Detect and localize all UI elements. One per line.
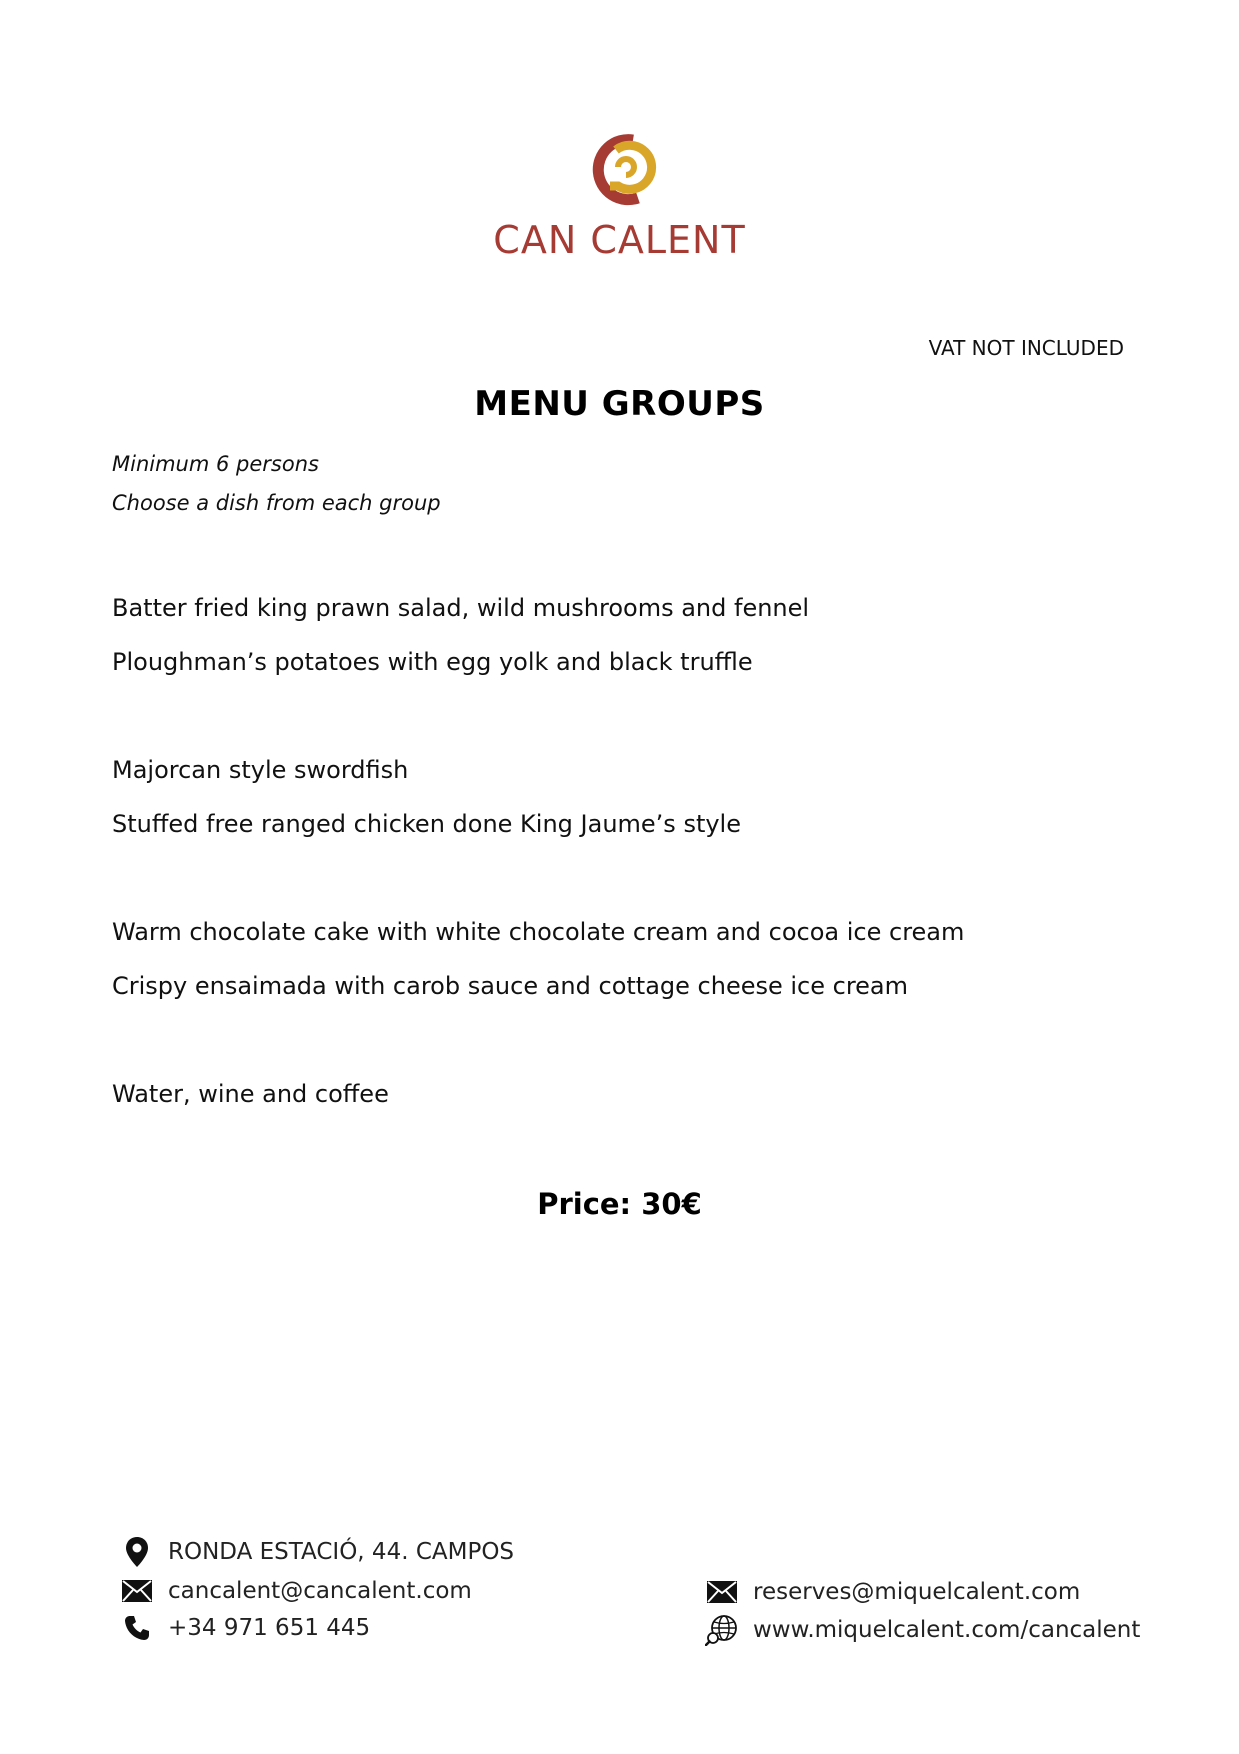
dish-item: Batter fried king prawn salad, wild mushrooms and fennel — [112, 594, 810, 622]
dish-item: Warm chocolate cake with white chocolate cream and cocoa ice cream — [112, 918, 965, 946]
footer-email[interactable] — [120, 1575, 472, 1607]
minimum-persons-note: Minimum 6 persons — [112, 452, 319, 476]
envelope-icon — [705, 1576, 739, 1608]
menu-title: MENU GROUPS — [474, 384, 765, 424]
dish-item: Crispy ensaimada with carob sauce and cottage cheese ice cream — [112, 972, 909, 1000]
globe-icon — [705, 1614, 739, 1646]
envelope-icon — [120, 1575, 154, 1607]
vat-note: VAT NOT INCLUDED — [928, 336, 1124, 360]
logo — [0, 120, 1239, 262]
phone-text[interactable]: +34 971 651 445 — [168, 1615, 371, 1641]
choose-dish-note: Choose a dish from each group — [112, 491, 441, 515]
phone-icon — [120, 1612, 154, 1644]
footer-address — [120, 1536, 514, 1568]
address-text: RONDA ESTACIÓ, 44. CAMPOS — [168, 1539, 515, 1565]
menu-price: Price: 30€ — [537, 1187, 702, 1221]
footer-website[interactable] — [705, 1614, 1140, 1646]
dish-item: Water, wine and coffee — [112, 1080, 389, 1108]
can-calent-logo-mark-icon — [578, 120, 662, 212]
logo-brand-name: CAN CALENT — [493, 218, 746, 262]
dish-item: Stuffed free ranged chicken done King Jaume’s style — [112, 810, 741, 838]
reservations-email-text[interactable]: reserves@miquelcalent.com — [753, 1579, 1081, 1605]
footer-reservations-email[interactable] — [705, 1576, 1080, 1608]
email-text[interactable]: cancalent@cancalent.com — [168, 1578, 472, 1604]
dish-item: Majorcan style swordfish — [112, 756, 409, 784]
footer-phone[interactable] — [120, 1612, 370, 1644]
website-text[interactable]: www.miquelcalent.com/cancalent — [753, 1617, 1141, 1643]
dish-item: Ploughman’s potatoes with egg yolk and black truffle — [112, 648, 753, 676]
location-pin-icon — [120, 1536, 154, 1568]
